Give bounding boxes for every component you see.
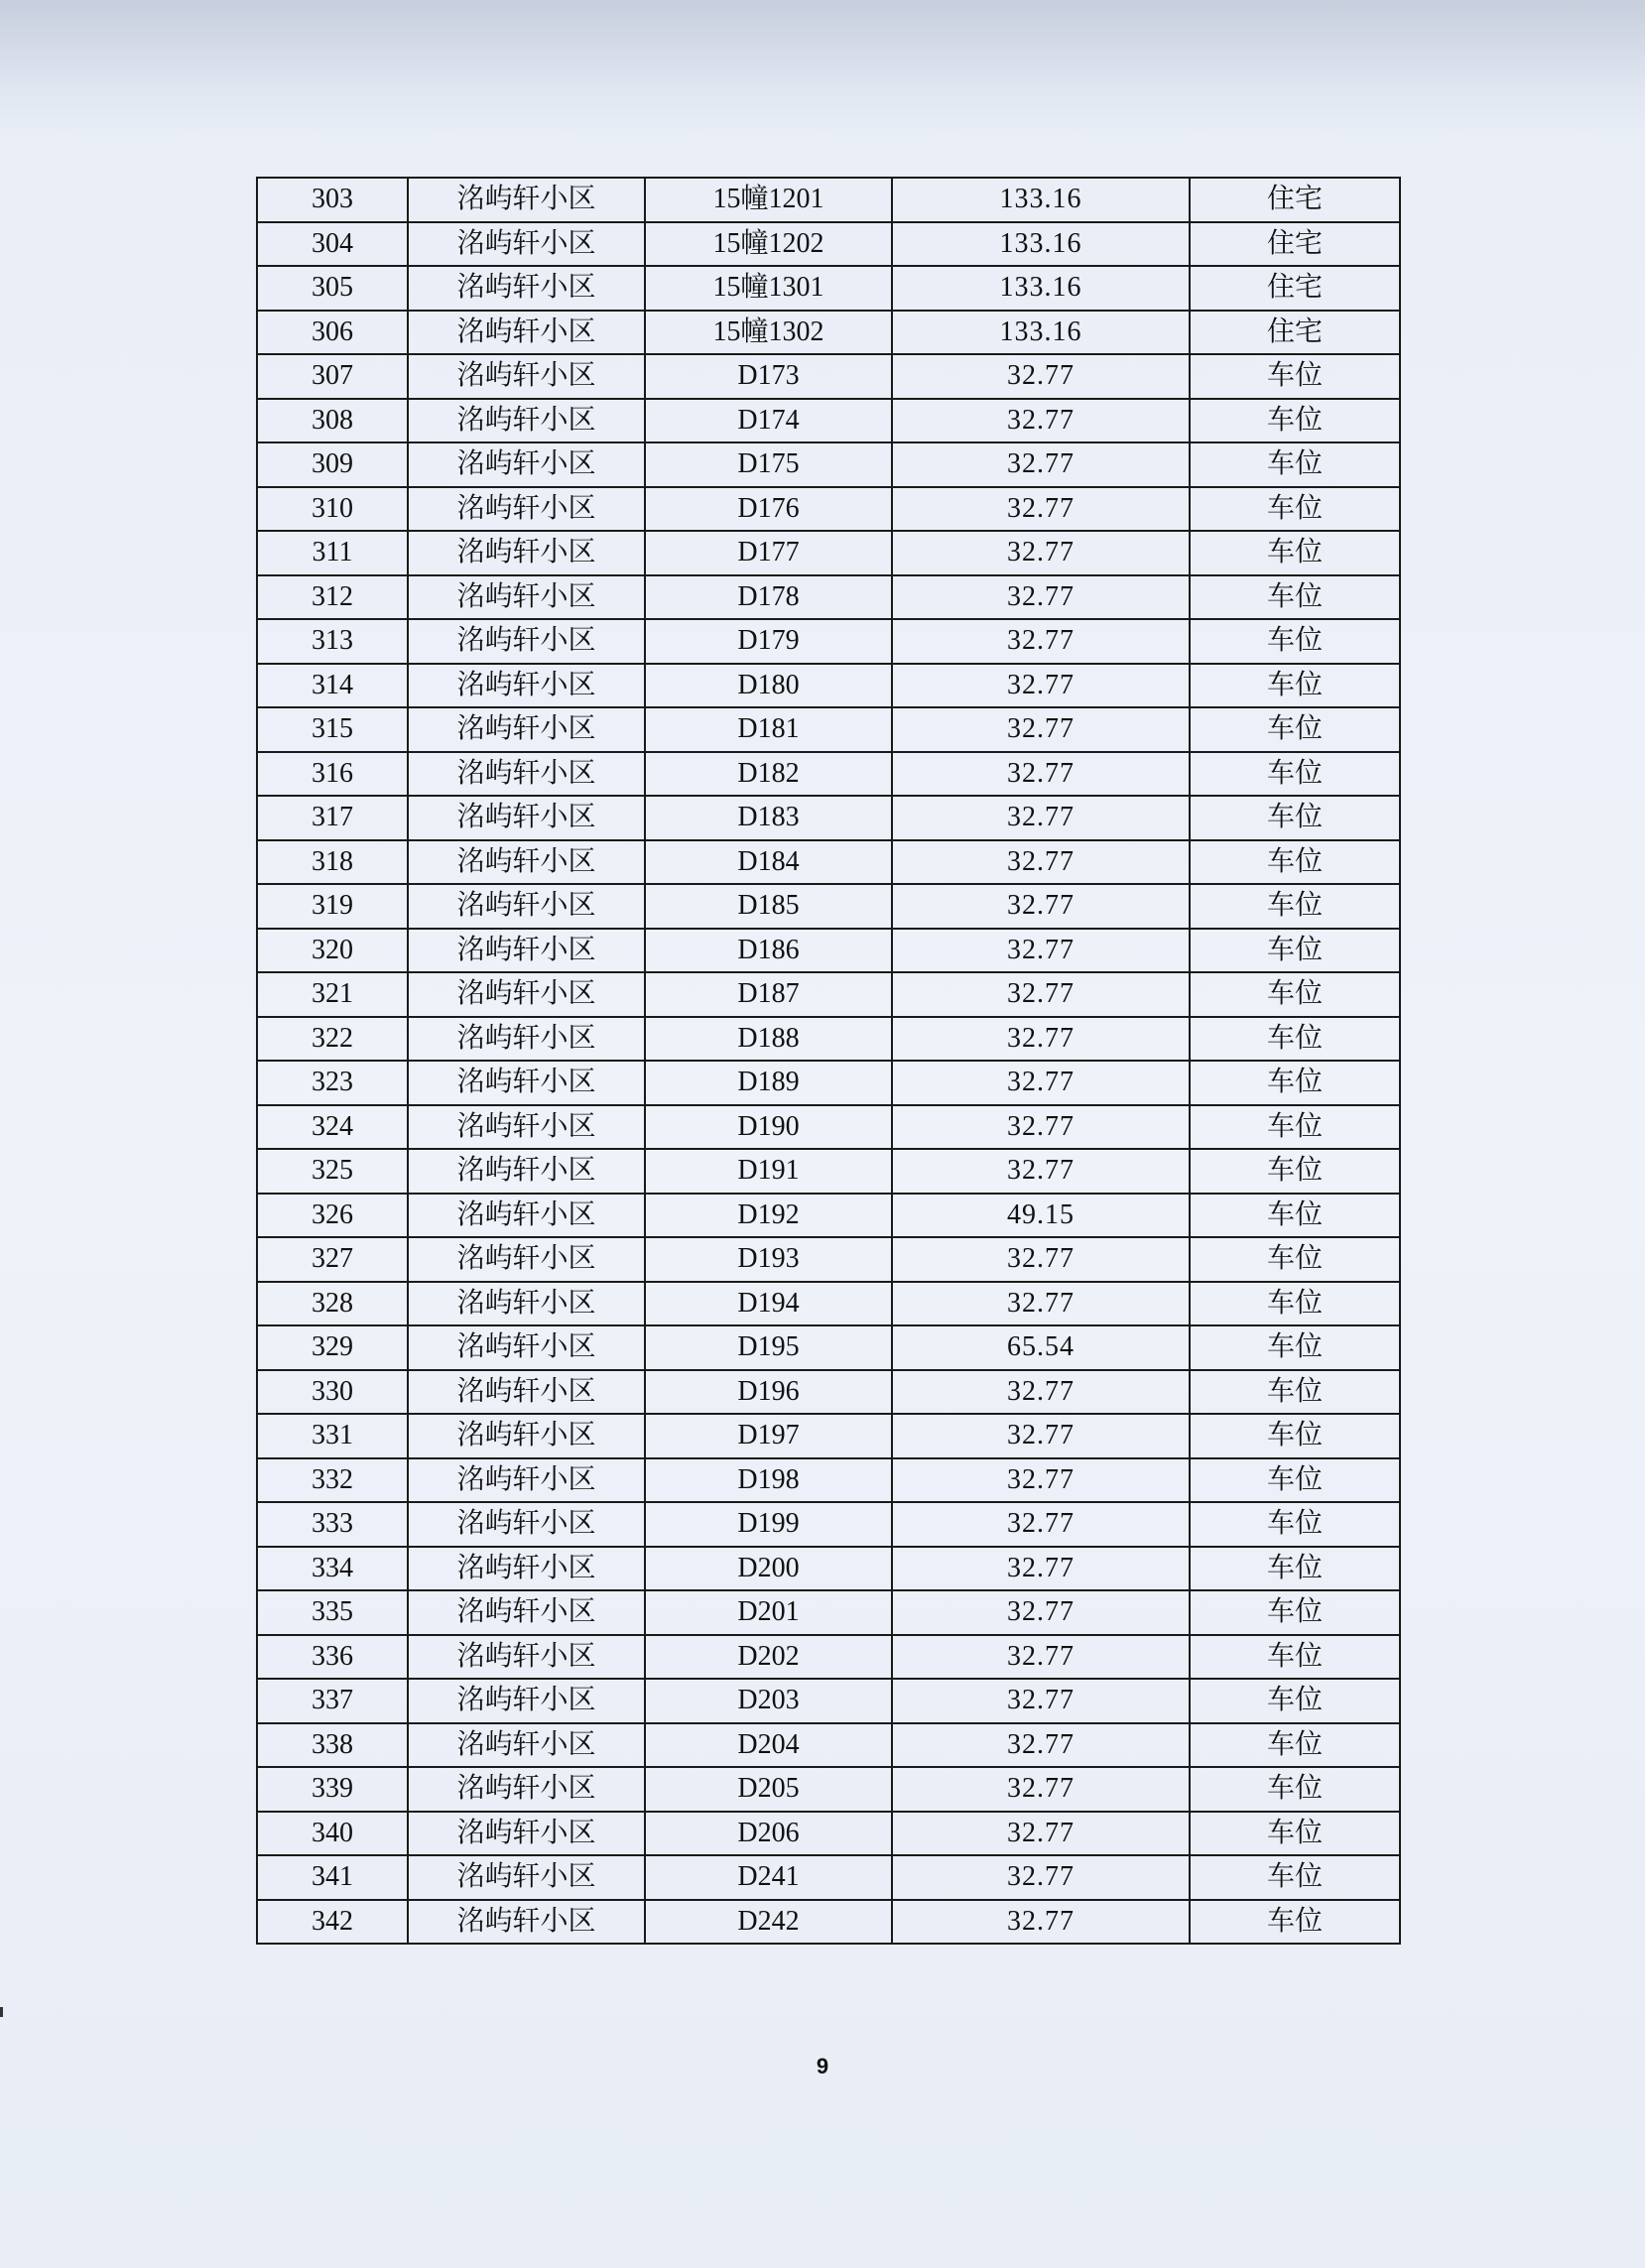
- property-type-cell: 车位: [1190, 1414, 1400, 1458]
- area-cell: 32.77: [892, 1414, 1190, 1458]
- property-type-cell: 车位: [1190, 1061, 1400, 1105]
- community-name-cell: 洺屿轩小区: [408, 884, 645, 929]
- unit-number-cell: D187: [645, 972, 892, 1017]
- row-number-cell: 339: [257, 1767, 408, 1812]
- row-number-cell: 309: [257, 442, 408, 487]
- area-cell: 32.77: [892, 664, 1190, 708]
- table-row: [257, 1414, 1400, 1458]
- unit-number-cell: 15幢1202: [645, 222, 892, 267]
- area-cell: 49.15: [892, 1194, 1190, 1238]
- property-type-cell: 车位: [1190, 1723, 1400, 1768]
- table-row: [257, 442, 1400, 487]
- table-row: [257, 1149, 1400, 1194]
- property-type-cell: 车位: [1190, 1105, 1400, 1150]
- area-cell: 32.77: [892, 1590, 1190, 1635]
- property-type-cell: 车位: [1190, 1502, 1400, 1547]
- unit-number-cell: D203: [645, 1679, 892, 1723]
- community-name-cell: 洺屿轩小区: [408, 1458, 645, 1503]
- property-type-cell: 车位: [1190, 531, 1400, 575]
- community-name-cell: 洺屿轩小区: [408, 1370, 645, 1415]
- community-name-cell: 洺屿轩小区: [408, 1723, 645, 1768]
- table-row: [257, 399, 1400, 443]
- row-number-cell: 335: [257, 1590, 408, 1635]
- row-number-cell: 317: [257, 796, 408, 840]
- area-cell: 133.16: [892, 178, 1190, 222]
- area-cell: 32.77: [892, 1061, 1190, 1105]
- table-row: [257, 752, 1400, 797]
- property-type-cell: 车位: [1190, 1325, 1400, 1370]
- unit-number-cell: D173: [645, 354, 892, 399]
- community-name-cell: 洺屿轩小区: [408, 1194, 645, 1238]
- community-name-cell: 洺屿轩小区: [408, 442, 645, 487]
- unit-number-cell: D204: [645, 1723, 892, 1768]
- area-cell: 32.77: [892, 1502, 1190, 1547]
- property-type-cell: 车位: [1190, 1458, 1400, 1503]
- table-row: [257, 929, 1400, 973]
- community-name-cell: 洺屿轩小区: [408, 619, 645, 664]
- table-row: [257, 1458, 1400, 1503]
- community-name-cell: 洺屿轩小区: [408, 178, 645, 222]
- unit-number-cell: D197: [645, 1414, 892, 1458]
- row-number-cell: 310: [257, 487, 408, 532]
- property-type-cell: 车位: [1190, 575, 1400, 620]
- unit-number-cell: D183: [645, 796, 892, 840]
- table-row: [257, 1237, 1400, 1282]
- row-number-cell: 330: [257, 1370, 408, 1415]
- property-type-cell: 车位: [1190, 707, 1400, 752]
- row-number-cell: 323: [257, 1061, 408, 1105]
- table-row: [257, 354, 1400, 399]
- table-row: [257, 1325, 1400, 1370]
- table-row: [257, 1767, 1400, 1812]
- unit-number-cell: D188: [645, 1017, 892, 1062]
- community-name-cell: 洺屿轩小区: [408, 1105, 645, 1150]
- table-row: [257, 222, 1400, 267]
- unit-number-cell: D182: [645, 752, 892, 797]
- property-type-cell: 车位: [1190, 1282, 1400, 1326]
- area-cell: 32.77: [892, 1812, 1190, 1856]
- page-number: 9: [816, 2054, 829, 2079]
- area-cell: 32.77: [892, 1635, 1190, 1680]
- community-name-cell: 洺屿轩小区: [408, 752, 645, 797]
- area-cell: 32.77: [892, 531, 1190, 575]
- property-type-cell: 车位: [1190, 752, 1400, 797]
- table-row: [257, 664, 1400, 708]
- property-type-cell: 车位: [1190, 929, 1400, 973]
- row-number-cell: 322: [257, 1017, 408, 1062]
- community-name-cell: 洺屿轩小区: [408, 1017, 645, 1062]
- community-name-cell: 洺屿轩小区: [408, 487, 645, 532]
- table-row: [257, 1105, 1400, 1150]
- community-name-cell: 洺屿轩小区: [408, 1547, 645, 1591]
- community-name-cell: 洺屿轩小区: [408, 1149, 645, 1194]
- area-cell: 133.16: [892, 266, 1190, 311]
- property-type-cell: 车位: [1190, 1370, 1400, 1415]
- row-number-cell: 305: [257, 266, 408, 311]
- community-name-cell: 洺屿轩小区: [408, 222, 645, 267]
- area-cell: 133.16: [892, 311, 1190, 355]
- community-name-cell: 洺屿轩小区: [408, 311, 645, 355]
- area-cell: 32.77: [892, 1547, 1190, 1591]
- community-name-cell: 洺屿轩小区: [408, 1590, 645, 1635]
- row-number-cell: 313: [257, 619, 408, 664]
- table-row: [257, 1370, 1400, 1415]
- unit-number-cell: D177: [645, 531, 892, 575]
- property-type-cell: 车位: [1190, 1194, 1400, 1238]
- table-row: [257, 178, 1400, 222]
- community-name-cell: 洺屿轩小区: [408, 575, 645, 620]
- row-number-cell: 341: [257, 1855, 408, 1900]
- unit-number-cell: D178: [645, 575, 892, 620]
- area-cell: 32.77: [892, 354, 1190, 399]
- property-type-cell: 住宅: [1190, 178, 1400, 222]
- row-number-cell: 307: [257, 354, 408, 399]
- row-number-cell: 342: [257, 1900, 408, 1945]
- row-number-cell: 319: [257, 884, 408, 929]
- table-row: [257, 1502, 1400, 1547]
- row-number-cell: 320: [257, 929, 408, 973]
- community-name-cell: 洺屿轩小区: [408, 531, 645, 575]
- row-number-cell: 315: [257, 707, 408, 752]
- row-number-cell: 304: [257, 222, 408, 267]
- property-type-cell: 车位: [1190, 840, 1400, 885]
- unit-number-cell: D202: [645, 1635, 892, 1680]
- property-type-cell: 车位: [1190, 399, 1400, 443]
- table-row: [257, 266, 1400, 311]
- area-cell: 32.77: [892, 1900, 1190, 1945]
- property-type-cell: 车位: [1190, 1812, 1400, 1856]
- row-number-cell: 324: [257, 1105, 408, 1150]
- property-type-cell: 车位: [1190, 1149, 1400, 1194]
- unit-number-cell: D180: [645, 664, 892, 708]
- area-cell: 133.16: [892, 222, 1190, 267]
- area-cell: 32.77: [892, 972, 1190, 1017]
- table-row: [257, 1723, 1400, 1768]
- row-number-cell: 332: [257, 1458, 408, 1503]
- unit-number-cell: D241: [645, 1855, 892, 1900]
- table-row: [257, 840, 1400, 885]
- row-number-cell: 328: [257, 1282, 408, 1326]
- area-cell: 32.77: [892, 1767, 1190, 1812]
- community-name-cell: 洺屿轩小区: [408, 929, 645, 973]
- unit-number-cell: D184: [645, 840, 892, 885]
- row-number-cell: 312: [257, 575, 408, 620]
- area-cell: 32.77: [892, 1237, 1190, 1282]
- unit-number-cell: D190: [645, 1105, 892, 1150]
- table-row: [257, 619, 1400, 664]
- area-cell: 32.77: [892, 840, 1190, 885]
- community-name-cell: 洺屿轩小区: [408, 1237, 645, 1282]
- community-name-cell: 洺屿轩小区: [408, 1855, 645, 1900]
- property-type-cell: 车位: [1190, 972, 1400, 1017]
- area-cell: 32.77: [892, 1723, 1190, 1768]
- community-name-cell: 洺屿轩小区: [408, 399, 645, 443]
- unit-number-cell: D193: [645, 1237, 892, 1282]
- row-number-cell: 327: [257, 1237, 408, 1282]
- community-name-cell: 洺屿轩小区: [408, 1502, 645, 1547]
- unit-number-cell: D181: [645, 707, 892, 752]
- area-cell: 32.77: [892, 1017, 1190, 1062]
- table-row: [257, 1855, 1400, 1900]
- property-type-cell: 车位: [1190, 1547, 1400, 1591]
- table-row: [257, 311, 1400, 355]
- row-number-cell: 311: [257, 531, 408, 575]
- community-name-cell: 洺屿轩小区: [408, 1900, 645, 1945]
- area-cell: 32.77: [892, 929, 1190, 973]
- unit-number-cell: D186: [645, 929, 892, 973]
- unit-number-cell: D192: [645, 1194, 892, 1238]
- unit-number-cell: D179: [645, 619, 892, 664]
- table-row: [257, 1282, 1400, 1326]
- area-cell: 65.54: [892, 1325, 1190, 1370]
- unit-number-cell: 15幢1301: [645, 266, 892, 311]
- unit-number-cell: D199: [645, 1502, 892, 1547]
- table-row: [257, 487, 1400, 532]
- property-type-cell: 车位: [1190, 796, 1400, 840]
- unit-number-cell: D200: [645, 1547, 892, 1591]
- property-type-cell: 车位: [1190, 1017, 1400, 1062]
- community-name-cell: 洺屿轩小区: [408, 1635, 645, 1680]
- area-cell: 32.77: [892, 442, 1190, 487]
- unit-number-cell: D194: [645, 1282, 892, 1326]
- unit-number-cell: D198: [645, 1458, 892, 1503]
- row-number-cell: 337: [257, 1679, 408, 1723]
- community-name-cell: 洺屿轩小区: [408, 1812, 645, 1856]
- area-cell: 32.77: [892, 707, 1190, 752]
- community-name-cell: 洺屿轩小区: [408, 707, 645, 752]
- community-name-cell: 洺屿轩小区: [408, 1767, 645, 1812]
- area-cell: 32.77: [892, 1855, 1190, 1900]
- community-name-cell: 洺屿轩小区: [408, 972, 645, 1017]
- row-number-cell: 338: [257, 1723, 408, 1768]
- unit-number-cell: D174: [645, 399, 892, 443]
- community-name-cell: 洺屿轩小区: [408, 1282, 645, 1326]
- area-cell: 32.77: [892, 619, 1190, 664]
- row-number-cell: 316: [257, 752, 408, 797]
- row-number-cell: 318: [257, 840, 408, 885]
- row-number-cell: 308: [257, 399, 408, 443]
- table-row: [257, 1017, 1400, 1062]
- table-row: [257, 1061, 1400, 1105]
- area-cell: 32.77: [892, 796, 1190, 840]
- table-row: [257, 796, 1400, 840]
- row-number-cell: 306: [257, 311, 408, 355]
- area-cell: 32.77: [892, 884, 1190, 929]
- unit-number-cell: D185: [645, 884, 892, 929]
- property-type-cell: 住宅: [1190, 266, 1400, 311]
- property-type-cell: 车位: [1190, 487, 1400, 532]
- property-type-cell: 车位: [1190, 1635, 1400, 1680]
- table-row: [257, 707, 1400, 752]
- area-cell: 32.77: [892, 1458, 1190, 1503]
- unit-number-cell: 15幢1302: [645, 311, 892, 355]
- table-row: [257, 1812, 1400, 1856]
- community-name-cell: 洺屿轩小区: [408, 664, 645, 708]
- unit-number-cell: D242: [645, 1900, 892, 1945]
- community-name-cell: 洺屿轩小区: [408, 1061, 645, 1105]
- property-type-cell: 车位: [1190, 1900, 1400, 1945]
- table-row: [257, 1635, 1400, 1680]
- property-type-cell: 住宅: [1190, 222, 1400, 267]
- property-type-cell: 车位: [1190, 664, 1400, 708]
- scan-edge-mark: [0, 2007, 3, 2017]
- community-name-cell: 洺屿轩小区: [408, 1414, 645, 1458]
- table-row: [257, 1194, 1400, 1238]
- table-row: [257, 1900, 1400, 1945]
- unit-number-cell: D175: [645, 442, 892, 487]
- community-name-cell: 洺屿轩小区: [408, 1679, 645, 1723]
- unit-number-cell: D206: [645, 1812, 892, 1856]
- unit-number-cell: 15幢1201: [645, 178, 892, 222]
- unit-number-cell: D189: [645, 1061, 892, 1105]
- property-table-body: [257, 178, 1400, 1944]
- area-cell: 32.77: [892, 575, 1190, 620]
- table-row: [257, 972, 1400, 1017]
- unit-number-cell: D196: [645, 1370, 892, 1415]
- community-name-cell: 洺屿轩小区: [408, 796, 645, 840]
- property-type-cell: 车位: [1190, 442, 1400, 487]
- area-cell: 32.77: [892, 1149, 1190, 1194]
- row-number-cell: 334: [257, 1547, 408, 1591]
- table-row: [257, 884, 1400, 929]
- property-type-cell: 车位: [1190, 619, 1400, 664]
- row-number-cell: 326: [257, 1194, 408, 1238]
- table-row: [257, 531, 1400, 575]
- property-type-cell: 车位: [1190, 1767, 1400, 1812]
- row-number-cell: 303: [257, 178, 408, 222]
- property-table: [256, 177, 1401, 1945]
- property-type-cell: 车位: [1190, 1590, 1400, 1635]
- table-row: [257, 1679, 1400, 1723]
- unit-number-cell: D205: [645, 1767, 892, 1812]
- area-cell: 32.77: [892, 487, 1190, 532]
- property-type-cell: 车位: [1190, 354, 1400, 399]
- property-type-cell: 车位: [1190, 1855, 1400, 1900]
- area-cell: 32.77: [892, 752, 1190, 797]
- community-name-cell: 洺屿轩小区: [408, 266, 645, 311]
- community-name-cell: 洺屿轩小区: [408, 1325, 645, 1370]
- row-number-cell: 331: [257, 1414, 408, 1458]
- area-cell: 32.77: [892, 1370, 1190, 1415]
- row-number-cell: 325: [257, 1149, 408, 1194]
- area-cell: 32.77: [892, 1679, 1190, 1723]
- unit-number-cell: D176: [645, 487, 892, 532]
- row-number-cell: 321: [257, 972, 408, 1017]
- row-number-cell: 336: [257, 1635, 408, 1680]
- table-row: [257, 575, 1400, 620]
- row-number-cell: 333: [257, 1502, 408, 1547]
- unit-number-cell: D201: [645, 1590, 892, 1635]
- row-number-cell: 314: [257, 664, 408, 708]
- row-number-cell: 340: [257, 1812, 408, 1856]
- community-name-cell: 洺屿轩小区: [408, 354, 645, 399]
- property-type-cell: 车位: [1190, 884, 1400, 929]
- property-type-cell: 车位: [1190, 1237, 1400, 1282]
- area-cell: 32.77: [892, 399, 1190, 443]
- table-row: [257, 1547, 1400, 1591]
- row-number-cell: 329: [257, 1325, 408, 1370]
- table-row: [257, 1590, 1400, 1635]
- property-type-cell: 住宅: [1190, 311, 1400, 355]
- property-type-cell: 车位: [1190, 1679, 1400, 1723]
- unit-number-cell: D195: [645, 1325, 892, 1370]
- scan-shadow: [0, 0, 1645, 139]
- area-cell: 32.77: [892, 1105, 1190, 1150]
- community-name-cell: 洺屿轩小区: [408, 840, 645, 885]
- area-cell: 32.77: [892, 1282, 1190, 1326]
- unit-number-cell: D191: [645, 1149, 892, 1194]
